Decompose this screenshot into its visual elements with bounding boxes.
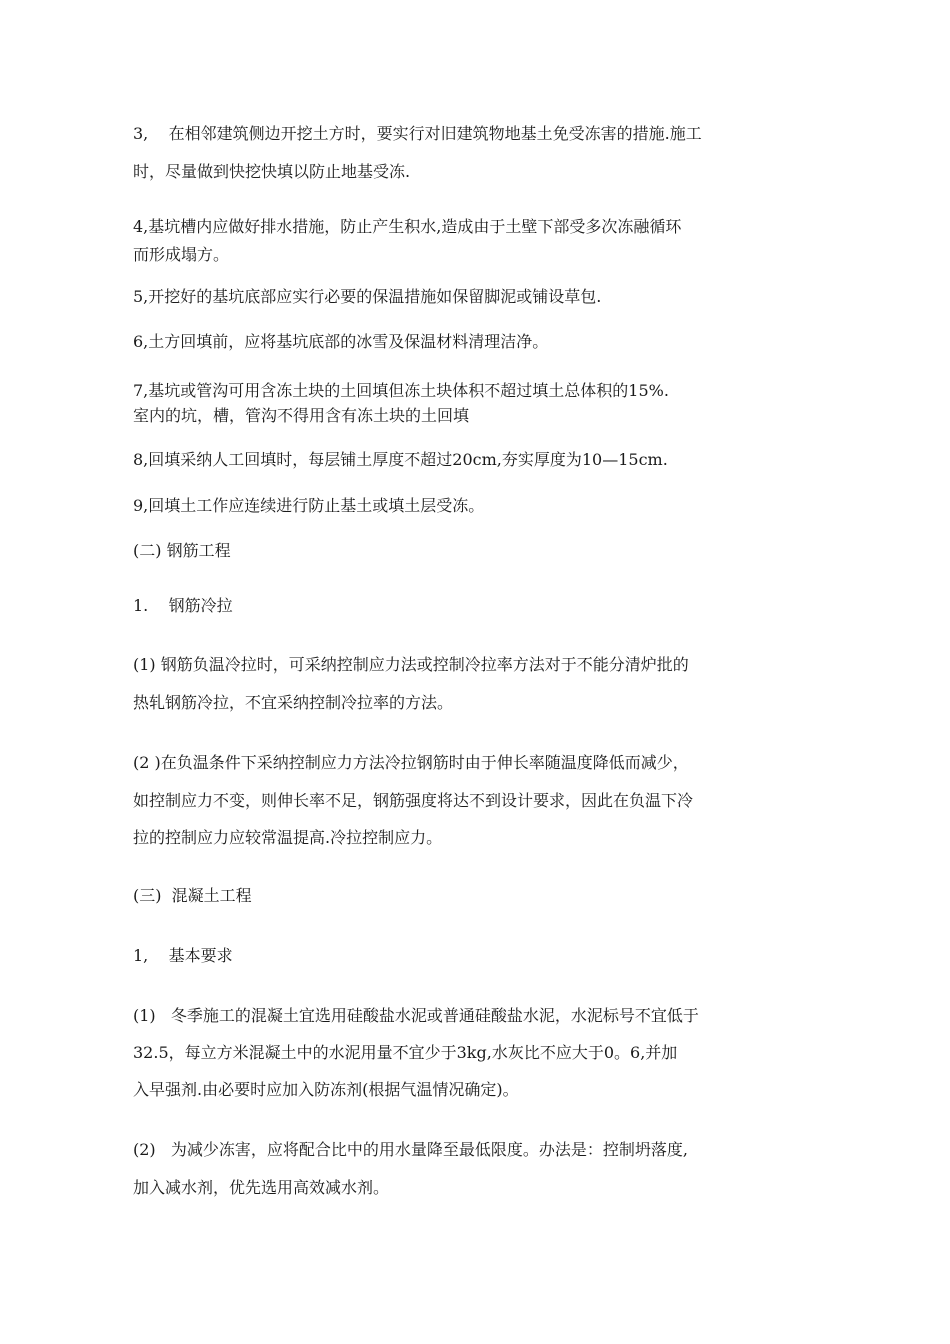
- text-line: (1) 钢筋负温冷拉时，可采纳控制应力法或控制冷拉率方法对于不能分清炉批的: [133, 655, 689, 674]
- text-line: 热轧钢筋冷拉，不宜采纳控制冷拉率的方法。: [133, 693, 454, 712]
- subsection-heading: 1, 基本要求: [133, 946, 233, 965]
- text-line: 32.5，每立方米混凝土中的水泥用量不宜少于3kg,水灰比不应大于0。6,并加: [133, 1043, 678, 1062]
- text-line: 5,开挖好的基坑底部应实行必要的保温措施如保留脚泥或铺设草包.: [133, 287, 602, 306]
- text-line: 9,回填土工作应连续进行防止基土或填土层受冻。: [133, 496, 485, 515]
- text-line: 入早强剂.由必要时应加入防冻剂(根据气温情况确定)。: [133, 1080, 519, 1099]
- text-line: 室内的坑，槽，管沟不得用含有冻土块的土回填: [133, 406, 470, 425]
- text-line: 而形成塌方。: [133, 245, 230, 264]
- text-line: 拉的控制应力应较常温提高.冷拉控制应力。: [133, 828, 443, 847]
- text-line: 8,回填采纳人工回填时，每层铺土厚度不超过20cm,夯实厚度为10—15cm.: [133, 450, 668, 469]
- text-line: 加入减水剂，优先选用高效减水剂。: [133, 1178, 390, 1197]
- text-line: (2) 为减少冻害，应将配合比中的用水量降至最低限度。办法是：控制坍落度,: [133, 1140, 689, 1159]
- text-line: 3, 在相邻建筑侧边开挖土方时，要实行对旧建筑物地基土免受冻害的措施.施工: [133, 124, 702, 143]
- text-line: 7,基坑或管沟可用含冻土块的土回填但冻土块体积不超过填土总体积的15%.: [133, 381, 669, 400]
- text-line: (2 )在负温条件下采纳控制应力方法冷拉钢筋时由于伸长率随温度降低而减少，: [133, 753, 689, 772]
- section-heading: (二) 钢筋工程: [133, 541, 231, 560]
- text-line: (1) 冬季施工的混凝土宜选用硅酸盐水泥或普通硅酸盐水泥，水泥标号不宜低于: [133, 1006, 699, 1025]
- text-line: 6,土方回填前，应将基坑底部的冰雪及保温材料清理洁净。: [133, 332, 549, 351]
- subsection-heading: 1. 钢筋冷拉: [133, 596, 233, 615]
- text-line: 4,基坑槽内应做好排水措施，防止产生积水,造成由于土壁下部受多次冻融循环: [133, 217, 682, 236]
- text-line: 如控制应力不变，则伸长率不足，钢筋强度将达不到设计要求，因此在负温下冷: [133, 791, 694, 810]
- section-heading: (三) 混凝土工程: [133, 886, 252, 905]
- text-line: 时，尽量做到快挖快填以防止地基受冻.: [133, 162, 411, 181]
